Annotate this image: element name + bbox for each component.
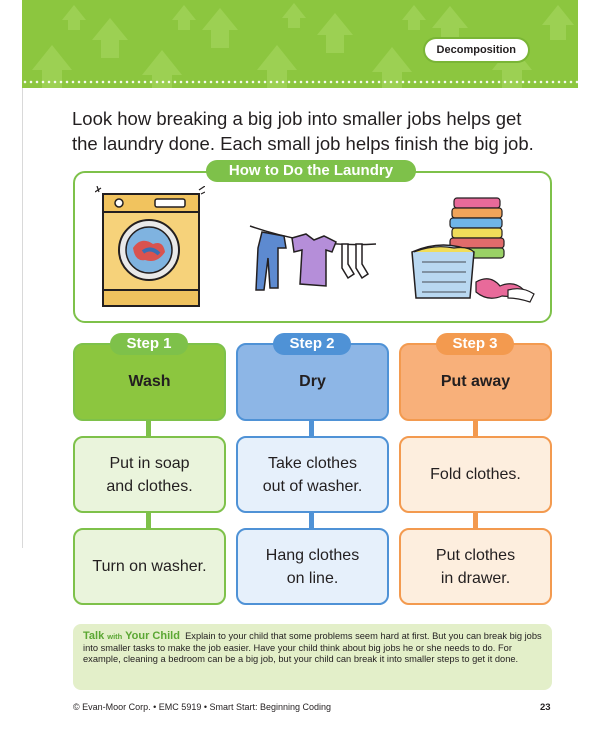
- laundry-basket-icon: [404, 194, 542, 312]
- step-1-task-1-label: Put in soap and clothes.: [106, 454, 193, 495]
- step-2-task-2: [236, 528, 389, 605]
- page-number: 23: [540, 702, 551, 713]
- step-1-task-1: [73, 436, 226, 513]
- step-3-task-2: [399, 528, 552, 605]
- step-3-task-1: [399, 436, 552, 513]
- step-2-task-1-label: Take clothes out of washer.: [262, 454, 363, 495]
- talk-with-your-child-box: [73, 624, 552, 690]
- connector: [309, 419, 314, 437]
- talk-label-c: Your Child: [125, 630, 180, 642]
- footer-credit: © Evan-Moor Corp. • EMC 5919 • Smart Start: Beginning Coding: [73, 702, 332, 712]
- step-2-heading-label: Dry: [299, 373, 326, 390]
- talk-label-a: Talk: [83, 630, 105, 642]
- step-3-task-2-label: Put clothes in drawer.: [435, 546, 516, 587]
- step-1-heading-label: Wash: [128, 373, 171, 390]
- step-3-tab: Step 3: [436, 333, 514, 355]
- clothesline-icon: [248, 218, 378, 298]
- talk-text: Explain to your child that some problems seem hard at first. But you can break big jobs into smaller tasks to make the job easier. Have your child think about big jobs he or she needs to do. For example, cleaning a bedroom can be a big job, but your child can break it into smaller steps to get it done.: [83, 631, 542, 664]
- step-1-tab: Step 1: [110, 333, 188, 355]
- dotted-border: [22, 80, 578, 84]
- talk-label: [83, 630, 180, 642]
- step-3-heading-label: Put away: [440, 373, 511, 390]
- connector: [146, 419, 151, 437]
- washing-machine-icon: [95, 186, 205, 308]
- header-banner: [22, 0, 578, 88]
- connector: [473, 419, 478, 437]
- step-2-task-1: [236, 436, 389, 513]
- topic-badge: Decomposition: [425, 39, 528, 61]
- step-2-task-2-label: Hang clothes on line.: [265, 546, 360, 587]
- step-1-task-2-label: Turn on washer.: [92, 558, 207, 575]
- page-margin-rule: [22, 88, 23, 548]
- laundry-title: How to Do the Laundry: [206, 160, 416, 182]
- talk-label-b: with: [107, 632, 123, 641]
- step-2-tab: Step 2: [273, 333, 351, 355]
- step-3-task-1-label: Fold clothes.: [430, 466, 521, 483]
- intro-text: Look how breaking a big job into smaller jobs helps get the laundry done. Each small job helps finish the big job.: [72, 108, 534, 154]
- step-1-task-2: [73, 528, 226, 605]
